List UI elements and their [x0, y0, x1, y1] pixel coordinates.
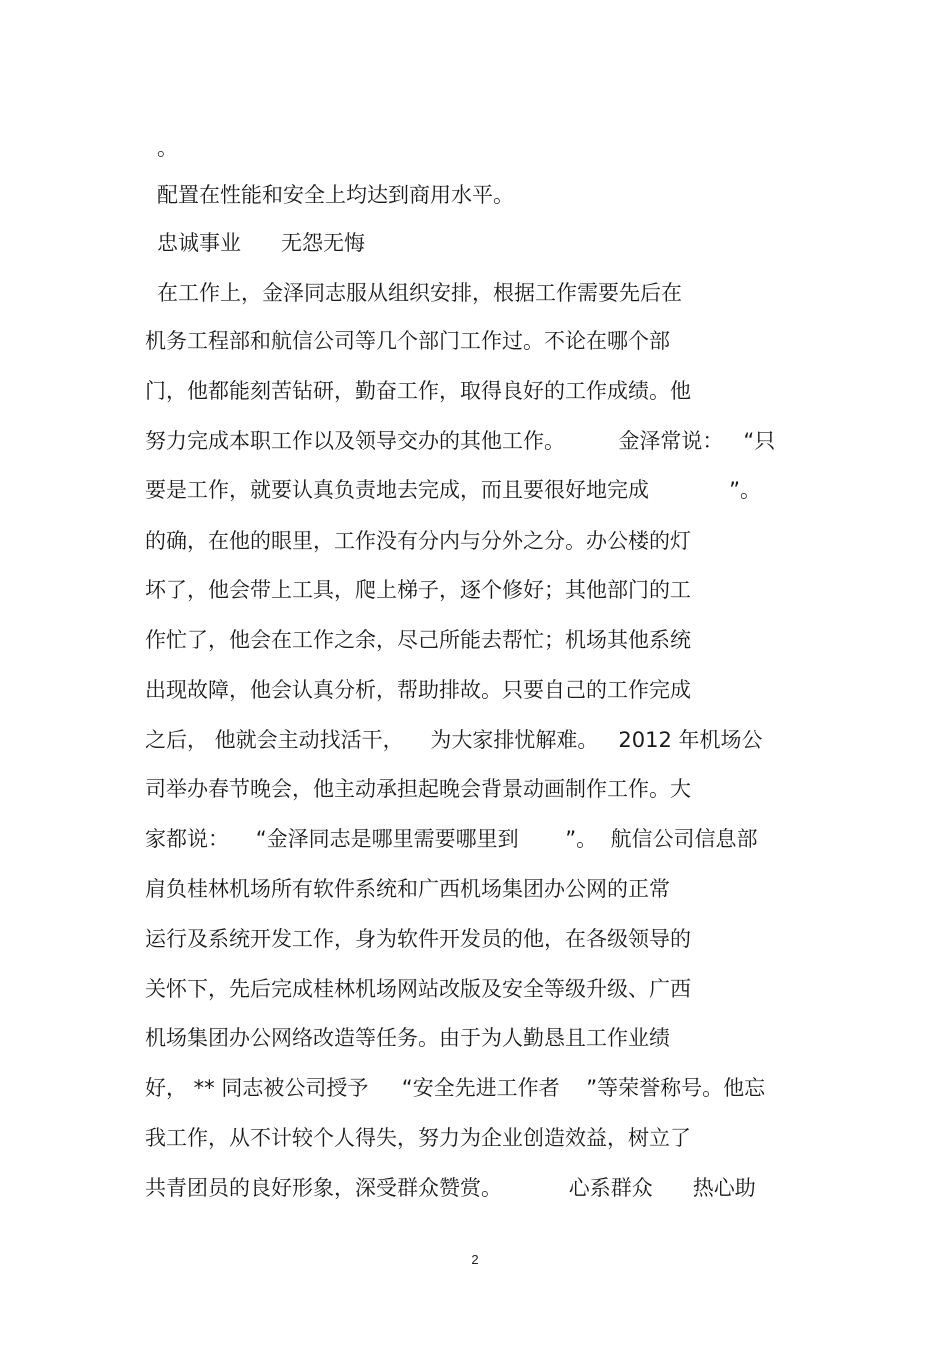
text-line: 作忙了，他会在工作之余，尽己所能去帮忙；机场其他系统 [145, 628, 691, 652]
text-line: 机务工程部和航信公司等几个部门工作过。不论在哪个部 [145, 329, 670, 353]
text-line: 坏了，他会带上工具，爬上梯子，逐个修好；其他部门的工 [145, 578, 691, 602]
text-line: 努力完成本职工作以及领导交办的其他工作。 金泽常说： “只 [145, 429, 776, 453]
text-line: 我工作，从不计较个人得失，努力为企业创造效益，树立了 [145, 1126, 691, 1150]
text-line: 运行及系统开发工作，身为软件开发员的他，在各级领导的 [145, 927, 691, 951]
text-line: 出现故障，他会认真分析，帮助排故。只要自己的工作完成 [145, 678, 691, 702]
text-line: 要是工作，就要认真负责地去完成，而且要很好地完成 ”。 [145, 478, 761, 502]
text-line: 门，他都能刻苦钻研，勤奋工作，取得良好的工作成绩。他 [145, 379, 691, 403]
text-line: 的确，在他的眼里，工作没有分内与分外之分。办公楼的灯 [145, 529, 691, 553]
section-heading: 忠诚事业 无怨无悔 [157, 231, 366, 255]
text-line: 配置在性能和安全上均达到商用水平。 [157, 183, 514, 207]
page-number: 2 [471, 1252, 479, 1267]
text-line: 家都说： “金泽同志是哪里需要哪里到 ”。 航信公司信息部 [145, 827, 758, 851]
text-line: 在工作上，金泽同志服从组织安排，根据工作需要先后在 [157, 281, 682, 305]
text-line: 共青团员的良好形象，深受群众赞赏。 心系群众 热心助 [145, 1176, 756, 1200]
text-line: 肩负桂林机场所有软件系统和广西机场集团办公网的正常 [145, 877, 670, 901]
text-line: 好， ** 同志被公司授予 “安全先进工作者 ”等荣誉称号。他忘 [145, 1076, 766, 1100]
text-line: 机场集团办公网络改造等任务。由于为人勤恳且工作业绩 [145, 1026, 670, 1050]
text-line: 关怀下，先后完成桂林机场网站改版及安全等级升级、广西 [145, 977, 691, 1001]
text-line: 之后， 他就会主动找活干， 为大家排忧解难。 2012 年机场公 [145, 728, 763, 752]
text-line: 司举办春节晚会，他主动承担起晚会背景动画制作工作。大 [145, 777, 691, 801]
text-line: 。 [157, 136, 178, 160]
